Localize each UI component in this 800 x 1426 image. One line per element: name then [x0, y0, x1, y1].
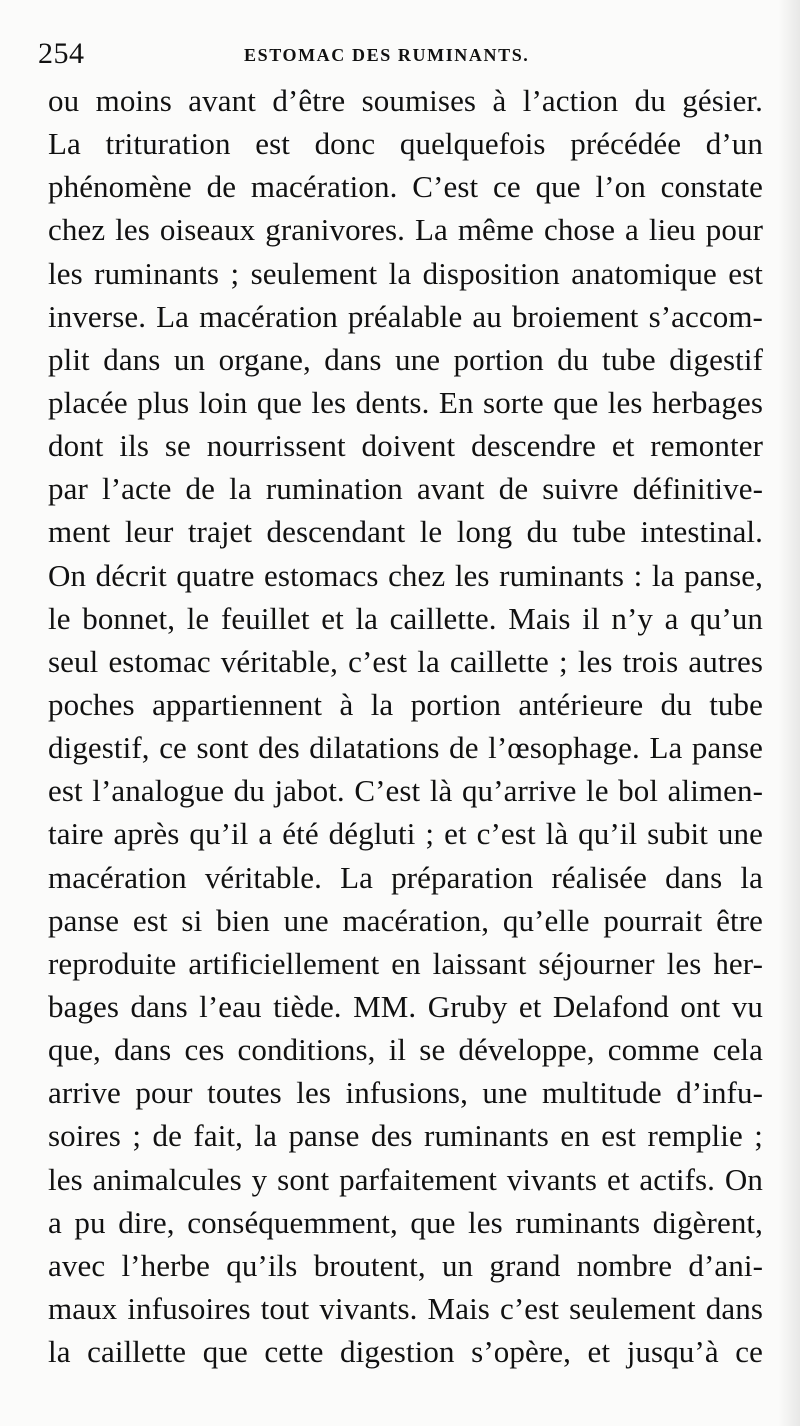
text-line: bages dans l’eau tiède. MM. Gruby et Delafond ont vu	[48, 988, 763, 1024]
text-line: phénomène de macération. C’est ce que l’on constate	[48, 169, 763, 205]
text-line: On décrit quatre estomacs chez les ruminants : la panse,	[48, 557, 763, 593]
text-line: ou moins avant d’être soumises à l’action du gésier.	[48, 83, 763, 118]
text-line: avec l’herbe qu’ils broutent, un grand nombre d’ani-	[48, 1247, 763, 1283]
text-line: dont ils se nourrissent doivent descendre et remonter	[48, 428, 763, 464]
text-line: arrive pour toutes les infusions, une multitude d’infu-	[48, 1075, 763, 1111]
text-line: les ruminants ; seulement la disposition anatomique est	[48, 255, 763, 291]
text-line: seul estomac véritable, c’est la caillette ; les trois autres	[48, 643, 763, 679]
text-line: macération véritable. La préparation réalisée dans la	[48, 859, 763, 895]
text-line: la caillette que cette digestion s’opère, et jusqu’à ce	[48, 1334, 763, 1370]
text-line: taire après qu’il a été dégluti ; et c’est là qu’il subit une	[48, 816, 763, 852]
page-edge-shadow	[778, 0, 800, 1426]
running-head: ESTOMAC DES RUMINANTS.	[244, 45, 530, 65]
text-line: maux infusoires tout vivants. Mais c’est seulement dans	[48, 1290, 763, 1326]
text-line: placée plus loin que les dents. En sorte que les herbages	[48, 384, 763, 420]
text-line: plit dans un organe, dans une portion du tube digestif	[48, 341, 763, 377]
text-line: ment leur trajet descendant le long du tube intestinal.	[48, 514, 763, 550]
text-line: panse est si bien une macération, qu’elle pourrait être	[48, 902, 763, 938]
text-line: soires ; de fait, la panse des ruminants en est remplie ;	[48, 1118, 763, 1154]
text-line: chez les oiseaux granivores. La même chose a lieu pour	[48, 212, 763, 248]
text-line: les animalcules y sont parfaitement vivants et actifs. On	[48, 1161, 763, 1197]
text-line: par l’acte de la rumination avant de suivre définitive-	[48, 471, 763, 507]
text-line: est l’analogue du jabot. C’est là qu’arrive le bol alimen-	[48, 773, 763, 809]
text-line: poches appartiennent à la portion antérieure du tube	[48, 686, 763, 722]
text-line: le bonnet, le feuillet et la caillette. Mais il n’y a qu’un	[48, 600, 763, 636]
text-line: La trituration est donc quelquefois précédée d’un	[48, 126, 763, 162]
body-text	[48, 79, 763, 1373]
page-number: 254	[38, 37, 85, 70]
text-line: reproduite artificiellement en laissant séjourner les her-	[48, 945, 763, 981]
text-line: que, dans ces conditions, il se développe, comme cela	[48, 1032, 763, 1068]
text-line: inverse. La macération préalable au broiement s’accom-	[48, 298, 763, 334]
text-line: digestif, ce sont des dilatations de l’œsophage. La panse	[48, 730, 763, 766]
page-header	[38, 34, 758, 74]
text-line: a pu dire, conséquemment, que les ruminants digèrent,	[48, 1204, 763, 1240]
